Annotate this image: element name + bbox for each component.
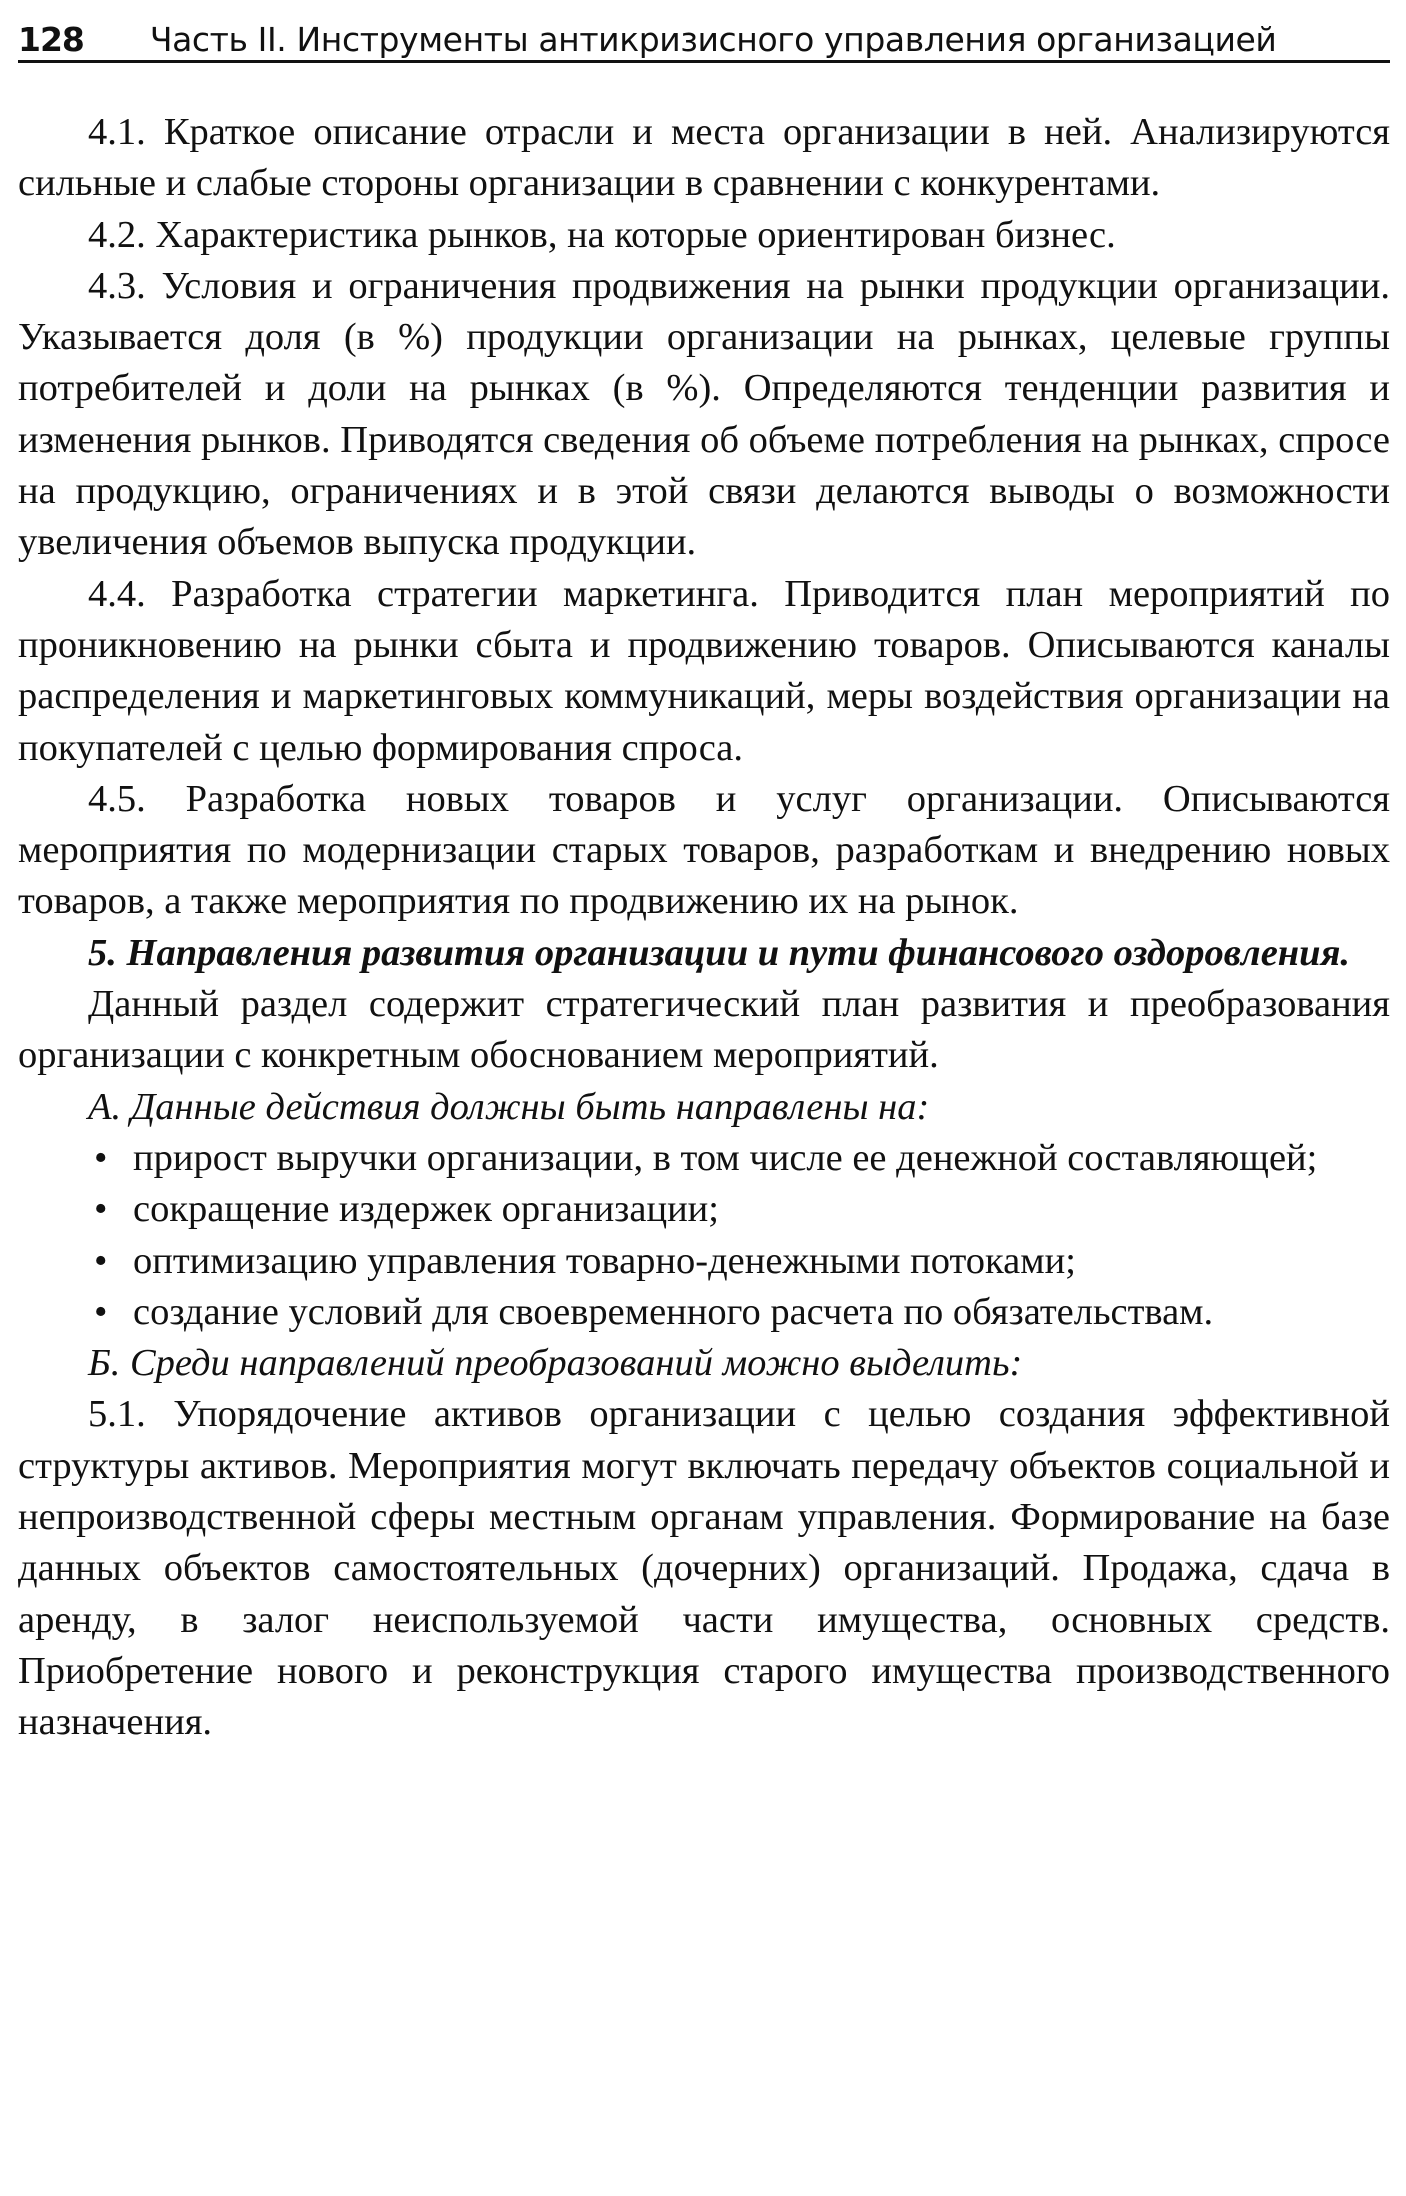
- list-item-text: создание условий для своевременного расчета по обязательствам.: [133, 1290, 1214, 1333]
- paragraph-4-2: 4.2. Характеристика рынков, на которые ориентирован бизнес.: [88, 213, 1116, 256]
- paragraph-4-3: 4.3. Условия и ограничения продвижения на рынки продукции организации. Указывается доля (в %) продукции организации на рынках, целевые группы потребителей и доли на рынках (в %). Определяются тенденции развития и изменения рынков. Приводятся сведения об объеме потребления на рынках, спросе на продукцию, ограничениях и в этой связи делаются выводы о возможности увеличения объемов выпуска продукции.: [18, 264, 1390, 564]
- paragraph-4-5: 4.5. Разработка новых товаров и услуг организации. Описываются мероприятия по модернизации старых товаров, разработкам и внедрению новых товаров, а также мероприятия по продвижению их на рынок.: [18, 777, 1390, 923]
- running-head: [18, 8, 1390, 63]
- list-item-text: оптимизацию управления товарно-денежными потоками;: [133, 1239, 1076, 1282]
- list-item: [18, 1287, 1390, 1338]
- subhead-a: А. Данные действия должны быть направлены на:: [88, 1085, 930, 1128]
- bullet-icon: •: [94, 1290, 108, 1333]
- book-page: [18, 8, 1390, 1749]
- page-number: 128: [18, 20, 84, 59]
- paragraph-5-1: 5.1. Упорядочение активов организации с целью создания эффективной структуры активов. Мероприятия могут включать передачу объектов социальной и непроизводственной сферы местным органам управления. Формирование на базе данных объектов самостоятельных (дочерних) организаций. Продажа, сдача в аренду, в залог неиспользуемой части имущества, основных средств. Приобретение нового и реконструкция старого имущества производственного назначения.: [18, 1393, 1390, 1744]
- bullet-icon: •: [94, 1239, 108, 1282]
- list-item-text: прирост выручки организации, в том числе ее денежной составляющей;: [133, 1136, 1318, 1179]
- bullet-icon: •: [94, 1136, 108, 1179]
- subhead-b: Б. Среди направлений преобразований можно выделить:: [88, 1342, 1023, 1385]
- list-item: [18, 1133, 1390, 1184]
- bullet-icon: •: [94, 1188, 108, 1231]
- section-intro: Данный раздел содержит стратегический план развития и преобразования организации с конкретным обоснованием мероприятий.: [18, 983, 1390, 1077]
- list-item: [18, 1184, 1390, 1235]
- running-title: Часть II. Инструменты антикризисного управления организацией: [149, 20, 1277, 59]
- list-item: [18, 1236, 1390, 1287]
- paragraph-4-4: 4.4. Разработка стратегии маркетинга. Приводится план мероприятий по проникновению на рынки сбыта и продвижению товаров. Описываются каналы распределения и маркетинговых коммуникаций, меры воздействия организации на покупателей с целью формирования спроса.: [18, 572, 1390, 769]
- bullet-list: [18, 1133, 1390, 1338]
- list-item-text: сокращение издержек организации;: [133, 1188, 719, 1231]
- paragraph-4-1: 4.1. Краткое описание отрасли и места организации в ней. Анализируются сильные и слабые стороны организации в сравнении с конкурентами.: [18, 111, 1390, 205]
- section-heading-5: 5. Направления развития организации и пути финансового оздоровления.: [88, 931, 1351, 974]
